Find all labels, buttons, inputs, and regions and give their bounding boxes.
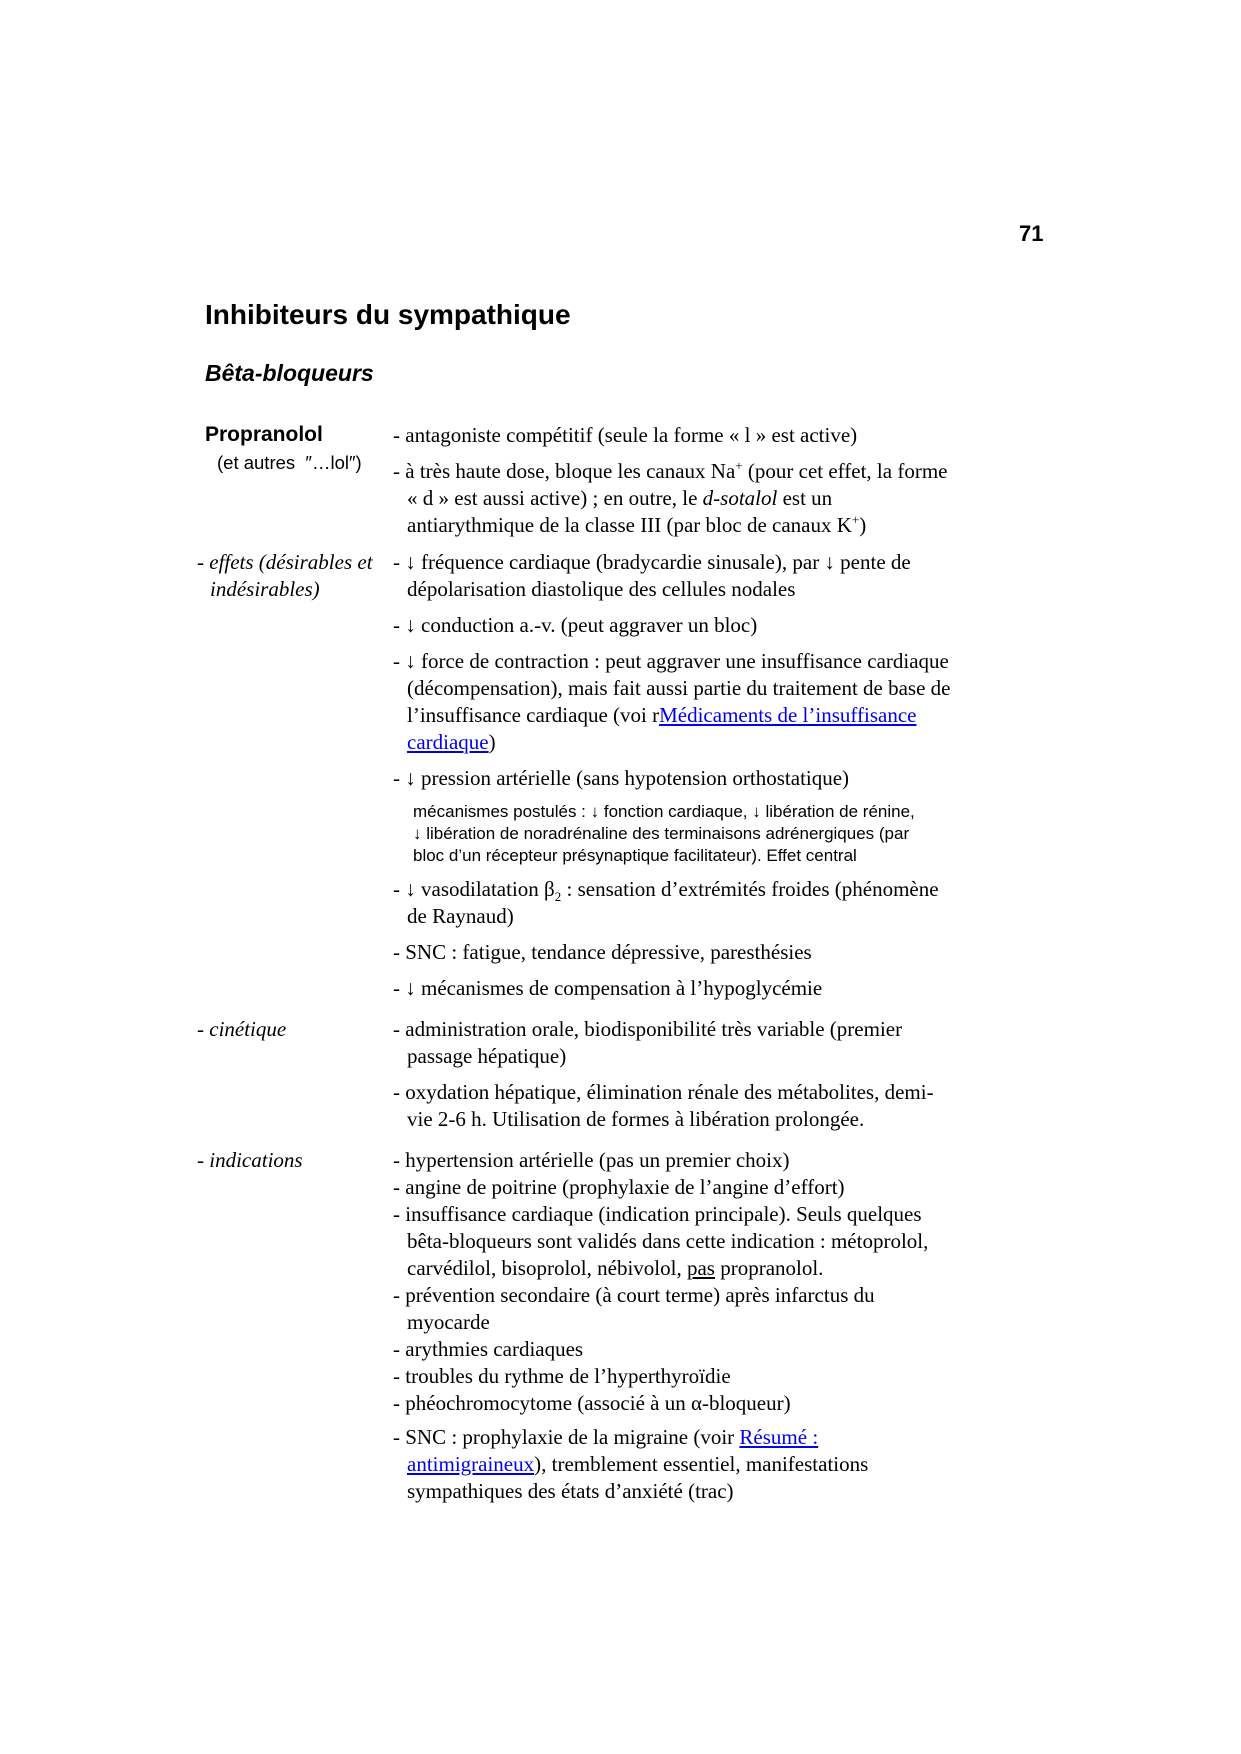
text-segment: pas <box>686 1256 715 1280</box>
section-propranolol <box>197 422 1241 539</box>
bullet-item <box>393 612 958 639</box>
text-segment: - arythmies cardiaques <box>393 1337 584 1361</box>
text-segment: - antagoniste compétitif (seule la forme « l » est active) <box>393 423 858 447</box>
text-segment: - ↓ fréquence cardiaque (bradycardie sinusale), par ↓ pente de dépolarisation diastolique des cellules nodales <box>393 550 911 601</box>
section-cinetique <box>197 1016 1241 1133</box>
text-segment: est un antiarythmique de la classe III (par bloc de canaux K <box>407 486 852 537</box>
text-segment: propranolol. <box>714 1256 824 1280</box>
bullet-item <box>393 1282 958 1336</box>
text-segment: ) <box>859 513 867 537</box>
text-segment: - administration orale, biodisponibilité très variable (premier passage hépatique) <box>393 1017 903 1068</box>
drug-name: Propranolol <box>205 423 323 446</box>
text-segment: - prévention secondaire (à court terme) après infarctus du myocarde <box>393 1283 875 1334</box>
text-segment: - ↓ vasodilatation β <box>393 877 555 901</box>
section-cinetique-content <box>393 1016 958 1133</box>
text-segment: - troubles du rythme de l’hyperthyroïdie <box>393 1364 731 1388</box>
section-effets <box>197 549 1241 1002</box>
link-resume-antimigraineux[interactable]: Résumé : antimigraineux <box>407 1425 819 1476</box>
bullet-item <box>393 1201 958 1282</box>
bullet-item <box>393 1363 958 1390</box>
text-segment: mécanismes postulés : ↓ fonction cardiaque, ↓ libération de rénine, ↓ libération de noradrénaline des terminaisons adrénergiques (par bloc d’un récepteur présynaptique facilitateur). Effet central <box>413 802 915 865</box>
text-segment: : sensation d’extrémités froides (phénomène de Raynaud) <box>407 877 939 928</box>
bullet-item <box>393 1390 958 1417</box>
text-segment: - ↓ force de contraction : peut aggraver une insuffisance cardiaque (décompensation), mais fait aussi partie du traitement de base de l’insuffisance cardiaque (voi r <box>393 649 951 727</box>
bullet-item <box>393 1147 958 1174</box>
bullet-item <box>393 876 958 930</box>
text-segment: (pour cet effet, la forme « d » est aussi active) ; en outre, le <box>407 459 948 510</box>
bullet-item <box>393 422 958 449</box>
text-segment: ), tremblement essentiel, manifestations sympathiques des états d’anxiété (trac) <box>407 1452 869 1503</box>
section-indications <box>197 1147 1241 1505</box>
section-effets-label <box>197 549 393 1002</box>
text-segment: d-sotalol <box>702 486 778 510</box>
text-segment: - ↓ mécanismes de compensation à l’hypoglycémie <box>393 976 823 1000</box>
text-segment: - hypertension artérielle (pas un premier choix) <box>393 1148 790 1172</box>
superscript-text: + <box>851 512 860 527</box>
text-segment: - à très haute dose, bloque les canaux Na <box>393 459 736 483</box>
page-title: Inhibiteurs du sympathique <box>205 299 571 330</box>
content-rows <box>197 422 1241 1505</box>
note-text <box>413 801 958 867</box>
text-segment: - phéochromocytome (associé à un α-bloqueur) <box>393 1391 791 1415</box>
text-segment: - SNC : fatigue, tendance dépressive, paresthésies <box>393 940 812 964</box>
subscript-text: 2 <box>554 889 562 905</box>
text-segment: - insuffisance cardiaque (indication principale). Seuls quelques bêta-bloqueurs sont validés dans cette indication : métoprolol, carvédilol, bisoprolol, nébivolol, <box>393 1202 929 1280</box>
text-segment: - angine de poitrine (prophylaxie de l’angine d’effort) <box>393 1175 845 1199</box>
bullet-item <box>393 648 958 756</box>
bullet-item <box>393 458 958 539</box>
bullet-item <box>393 975 958 1002</box>
text-segment: ) <box>488 730 496 754</box>
term-label: - indications <box>197 1148 303 1172</box>
bullet-item <box>393 1336 958 1363</box>
section-indications-label <box>197 1147 393 1505</box>
bullet-item <box>393 1424 958 1505</box>
bullet-item <box>393 1016 958 1070</box>
bullet-item <box>393 1079 958 1133</box>
section-propranolol-content <box>393 422 958 539</box>
section-subtitle: Bêta-bloqueurs <box>205 360 374 386</box>
superscript-text: + <box>735 458 743 473</box>
text-segment: - ↓ pression artérielle (sans hypotension orthostatique) <box>393 766 850 790</box>
text-segment: - SNC : prophylaxie de la migraine (voir <box>393 1425 740 1449</box>
section-propranolol-label <box>197 422 393 539</box>
text-segment: - oxydation hépatique, élimination rénale des métabolites, demi- vie 2-6 h. Utilisation de formes à libération prolongée. <box>393 1080 934 1131</box>
section-effets-content <box>393 549 958 1002</box>
bullet-item <box>393 939 958 966</box>
section-cinetique-label <box>197 1016 393 1133</box>
page-number: 71 <box>1019 221 1044 246</box>
link-medicaments-insuffisance-cardiaque[interactable]: Médicaments de l’insuffisance cardiaque <box>407 703 917 754</box>
bullet-item <box>393 549 958 603</box>
bullet-item <box>393 765 958 792</box>
section-indications-content <box>393 1147 958 1505</box>
text-segment: - ↓ conduction a.-v. (peut aggraver un bloc) <box>393 613 758 637</box>
term-label: - cinétique <box>197 1017 287 1041</box>
bullet-item <box>393 1174 958 1201</box>
drug-alias: (et autres ″…lol″) <box>217 452 362 473</box>
term-label: - effets (désirables et indésirables) <box>197 550 373 601</box>
